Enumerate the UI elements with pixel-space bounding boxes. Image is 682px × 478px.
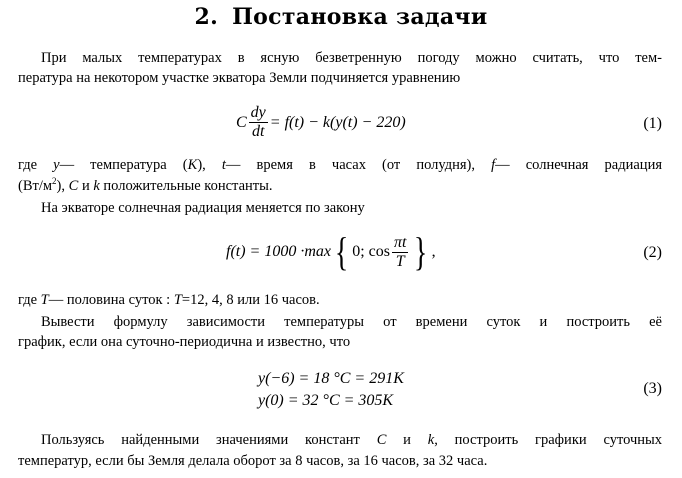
para3-line1: На экваторе солнечная радиация меняется по закону xyxy=(41,200,365,216)
para4-line1 xyxy=(18,290,662,310)
section-heading xyxy=(0,4,682,30)
var-k: k xyxy=(93,178,100,194)
eq3-row1: y(−6) = 18 °C = 291K xyxy=(258,370,404,387)
eq2-max: max xyxy=(304,243,331,260)
eq1-rhs: = f(t) − k(y(t) − 220) xyxy=(269,113,406,131)
eq1-numerator: dy xyxy=(250,104,266,121)
eq3-row2: y(0) = 32 °C = 305K xyxy=(258,392,394,409)
eq2-denominator: T xyxy=(395,252,405,270)
eq1-constant-c: C xyxy=(236,113,247,131)
para2-text: — температура ( xyxy=(59,157,188,173)
para4-text: где xyxy=(18,292,41,308)
eq2-zero-cos: 0; cos xyxy=(352,243,390,260)
para2-text: (Вт/м xyxy=(18,178,53,194)
var-y: y xyxy=(53,157,60,173)
eq2-lhs: f(t) = 1000 · xyxy=(226,243,305,260)
section-number: 2. xyxy=(194,4,219,30)
para6-line1 xyxy=(41,430,662,450)
para1-line1: При малых температурах в ясную безветренную погоду можно считать, что тем- xyxy=(41,50,662,66)
eq2-numerator: πt xyxy=(393,233,407,251)
var-C: C xyxy=(68,178,79,194)
para4-text: =12, 4, 8 или 16 часов. xyxy=(181,292,320,308)
para6-text: , построить графики суточных xyxy=(434,432,663,448)
eq1-label: (1) xyxy=(643,115,662,132)
var-T: T xyxy=(173,292,182,308)
eq2-open-brace: { xyxy=(334,229,349,274)
para2-text: — время в часах (от полудня), xyxy=(225,157,492,173)
eq1-derivative xyxy=(249,104,268,141)
para5-line1: Вывести формулу зависимости температуры от времени суток и построить её xyxy=(41,314,662,330)
para6-text: и xyxy=(386,432,428,448)
para2-text: ), xyxy=(56,178,69,194)
para4-text: — половина суток : xyxy=(48,292,174,308)
para1-line2: пература на некотором участке экватора Земли подчиняется уравнению xyxy=(18,70,461,86)
eq1-denominator: dt xyxy=(252,123,265,140)
var-k: k xyxy=(427,432,435,448)
eq2-label: (2) xyxy=(643,244,662,261)
para2-line2 xyxy=(18,176,662,196)
eq2-comma: , xyxy=(431,243,436,260)
para2-text: и xyxy=(78,178,94,194)
para2-text: ), xyxy=(197,157,222,173)
eq2-close-brace: } xyxy=(414,229,428,274)
var-T: T xyxy=(40,292,49,308)
section-title: Постановка задачи xyxy=(232,4,488,30)
equation-1 xyxy=(236,104,406,141)
equation-2 xyxy=(226,229,436,274)
exponent: 2 xyxy=(52,176,57,186)
para6-line2: температур, если бы Земля делала оборот за 8 часов, за 16 часов, за 32 часа. xyxy=(18,453,488,469)
para2-text: положительные константы. xyxy=(99,178,273,194)
para6-text: Пользуясь найденными значениями констант xyxy=(41,432,377,448)
var-t: t xyxy=(221,157,226,173)
equation-3 xyxy=(258,368,404,412)
var-C: C xyxy=(376,432,387,448)
var-K: K xyxy=(187,157,198,173)
para2-line1 xyxy=(18,155,662,175)
para5-line2: график, если она суточно-периодична и известно, что xyxy=(18,334,351,350)
para2-text: где xyxy=(18,157,54,173)
para2-text: — солнечная радиация xyxy=(495,157,662,173)
eq3-label: (3) xyxy=(643,380,662,397)
eq2-fraction xyxy=(392,234,408,271)
var-f: f xyxy=(491,157,496,173)
